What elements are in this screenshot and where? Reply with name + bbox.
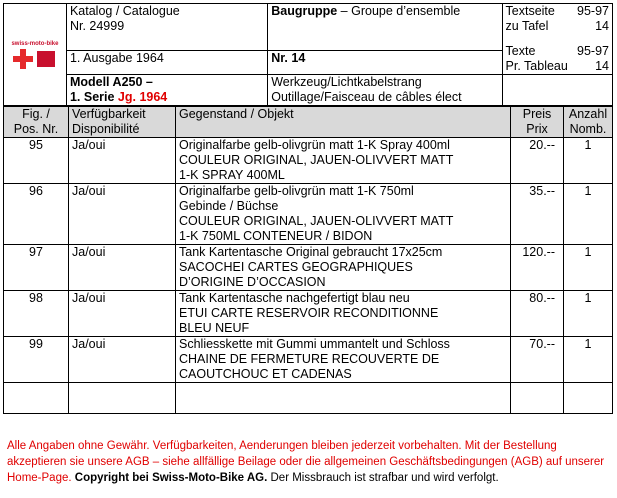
col-qty-line1: Anzahl — [568, 107, 608, 121]
textseite-label: Textseite — [505, 4, 555, 18]
col-price-line2: Prix — [526, 122, 548, 136]
edition: 1. Ausgabe 1964 — [69, 50, 164, 65]
group-number: Nr. 14 — [271, 50, 306, 65]
model-cell — [66, 75, 267, 106]
description-line: CAOUTCHOUC ET CADENAS — [179, 367, 352, 381]
row-position: 96 — [4, 184, 69, 245]
disclaimer-text: Alle Angaben ohne Gewähr. Verfügbarkeiten, Aenderungen bleiben jederzeit vorbehalten. Mit der Bestellung akzeptieren sie unsere AGB – siehe allfällige Beilage oder die allgemeinen Geschäftsbedingungen (AGB) auf unserer Home-Page. — [7, 440, 605, 484]
row-quantity: 1 — [564, 245, 613, 291]
row-price: 80.-- — [511, 291, 564, 337]
description-line: COULEUR ORIGINAL, JAUEN-OLIVVERT MATT — [179, 153, 454, 167]
group-name-fr: Outillage/Faisceau de câbles élect — [271, 90, 462, 104]
table-row — [4, 184, 613, 245]
group-label: Baugruppe — [271, 4, 338, 18]
group-no-cell — [268, 50, 502, 74]
description-line: Originalfarbe gelb-olivgrün matt 1-K Spray 400ml — [179, 138, 450, 152]
row-description — [176, 245, 511, 291]
swiss-cross-icon — [13, 49, 33, 69]
empty-row — [4, 383, 613, 414]
description-line: 1-K SPRAY 400ML — [179, 168, 285, 182]
swiss-moto-bike-logo — [7, 27, 63, 83]
row-position: 97 — [4, 245, 69, 291]
row-quantity: 1 — [564, 337, 613, 383]
logo-cell — [4, 4, 67, 106]
row-availability: Ja/oui — [69, 245, 176, 291]
header-table — [3, 3, 613, 106]
description-line: Tank Kartentasche nachgefertigt blau neu — [179, 291, 410, 305]
catalog-cell — [66, 4, 267, 51]
textseite-value: 95-97 — [577, 4, 609, 18]
group-name-de: Werkzeug/Lichtkabelstrang — [271, 75, 422, 89]
texte-label: Texte — [505, 44, 536, 58]
model-year: Jg. 1964 — [117, 90, 168, 104]
col-fig-line2: Pos. Nr. — [13, 122, 59, 136]
disclaimer-tail: Der Missbrauch ist strafbar und wird verfolgt. — [270, 472, 499, 484]
text-page-cell — [502, 4, 612, 75]
row-price: 35.-- — [511, 184, 564, 245]
col-avail-line2: Disponibilité — [72, 122, 140, 136]
table-header-row — [4, 107, 613, 138]
row-price: 70.-- — [511, 337, 564, 383]
description-line: Tank Kartentasche Original gebraucht 17x25cm — [179, 245, 443, 259]
description-line: ETUI CARTE RESERVOIR RECONDITIONNE — [179, 306, 439, 320]
edition-cell — [66, 50, 267, 74]
col-price-line1: Preis — [522, 107, 552, 121]
disclaimer — [7, 438, 617, 486]
parts-table — [3, 106, 613, 414]
description-line: 1-K 750ML CONTENEUR / BIDON — [179, 229, 373, 243]
row-description — [176, 337, 511, 383]
row-quantity: 1 — [564, 184, 613, 245]
catalog-label: Katalog / Catalogue — [69, 4, 180, 18]
row-description — [176, 291, 511, 337]
description-line: Schliesskette mit Gummi ummantelt und Schloss — [179, 337, 450, 351]
row-price: 20.-- — [511, 138, 564, 184]
description-line: COULEUR ORIGINAL, JAUEN-OLIVVERT MATT — [179, 214, 454, 228]
col-qty-line2: Nomb. — [569, 122, 607, 136]
zutafel-label: zu Tafel — [505, 19, 549, 33]
table-row — [4, 138, 613, 184]
col-item-label: Gegenstand / Objekt — [179, 107, 294, 121]
logo-stripes-icon — [37, 51, 55, 67]
group-sep: – Groupe d’ensemble — [337, 4, 461, 18]
table-row — [4, 337, 613, 383]
row-position: 98 — [4, 291, 69, 337]
model-series: 1. Serie — [69, 90, 115, 104]
col-fig — [4, 107, 69, 138]
description-line: CHAINE DE FERMETURE RECOUVERTE DE — [179, 352, 440, 366]
row-quantity: 1 — [564, 291, 613, 337]
row-position: 99 — [4, 337, 69, 383]
col-avail — [69, 107, 176, 138]
catalog-page — [3, 3, 613, 484]
row-position: 95 — [4, 138, 69, 184]
row-description — [176, 138, 511, 184]
row-quantity: 1 — [564, 138, 613, 184]
prtableau-value: 14 — [595, 59, 609, 73]
row-availability: Ja/oui — [69, 138, 176, 184]
texte-value: 95-97 — [577, 44, 609, 58]
description-line: SACOCHEI CARTES GEOGRAPHIQUES — [179, 260, 413, 274]
description-line: Originalfarbe gelb-olivgrün matt 1-K 750ml — [179, 184, 414, 198]
col-price — [511, 107, 564, 138]
description-line: BLEU NEUF — [179, 321, 250, 335]
col-item — [176, 107, 511, 138]
row-availability: Ja/oui — [69, 337, 176, 383]
table-row — [4, 291, 613, 337]
copyright: Copyright bei Swiss-Moto-Bike AG. — [74, 472, 268, 484]
description-line: Gebinde / Büchse — [179, 199, 279, 213]
model-line1: Modell A250 – — [69, 75, 153, 89]
row-description — [176, 184, 511, 245]
empty-cell — [502, 75, 612, 106]
logo-text: swiss-moto-bike — [11, 40, 59, 47]
row-availability: Ja/oui — [69, 291, 176, 337]
table-row — [4, 245, 613, 291]
row-price: 120.-- — [511, 245, 564, 291]
prtableau-label: Pr. Tableau — [505, 59, 568, 73]
group-cell — [268, 4, 502, 51]
parts-rows — [4, 138, 613, 383]
zutafel-value: 14 — [595, 19, 609, 33]
col-qty — [564, 107, 613, 138]
col-fig-line1: Fig. / — [22, 107, 50, 121]
description-line: D’ORIGINE D’OCCASION — [179, 275, 326, 289]
group-name-cell — [268, 75, 502, 106]
row-availability: Ja/oui — [69, 184, 176, 245]
col-avail-line1: Verfügbarkeit — [72, 107, 146, 121]
catalog-number: Nr. 24999 — [69, 19, 125, 33]
